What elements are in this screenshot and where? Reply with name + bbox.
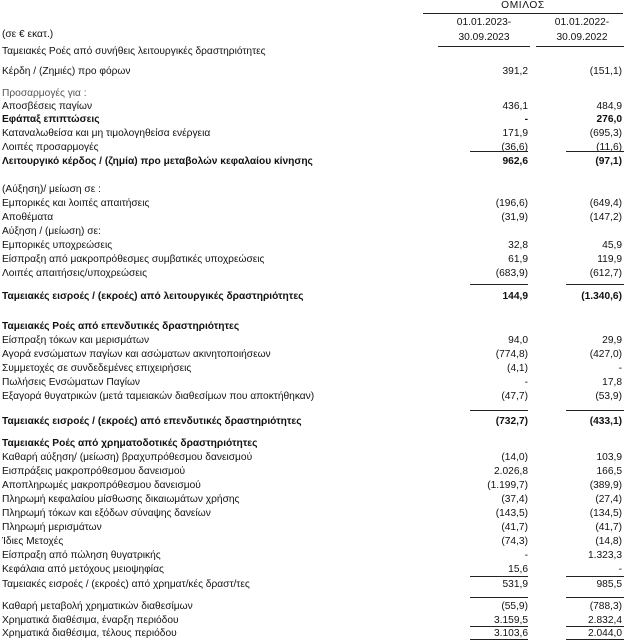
row-label: Αποπληρωμές μακροπρόθεσμου δανεισμού — [2, 480, 201, 491]
table-row — [0, 65, 624, 78]
table-row — [0, 155, 624, 168]
value-2023: - — [524, 114, 528, 125]
table-row — [0, 578, 624, 591]
table-row — [0, 479, 624, 492]
value-2022: (788,3) — [589, 601, 622, 612]
value-2023: (4,1) — [507, 363, 528, 374]
value-2022: 119,9 — [597, 254, 622, 265]
table-row — [0, 521, 624, 534]
table-row — [0, 415, 624, 428]
value-2023: - — [524, 377, 528, 388]
value-2023: 436,1 — [502, 101, 528, 112]
value-2022: (151,1) — [589, 66, 622, 77]
value-2023: - — [524, 550, 528, 561]
row-label: Κέρδη / (Ζημιές) προ φόρων — [2, 66, 131, 77]
rule-investing-total-2 — [566, 410, 624, 411]
rule-operating-total-2 — [566, 284, 624, 285]
row-label: Ταμειακές Ροές από επενδυτικές δραστηριότητες — [2, 321, 240, 332]
value-2022: 276,0 — [596, 114, 622, 125]
value-2023: 3.103,6 — [494, 628, 528, 639]
table-row — [0, 87, 624, 100]
value-2023: 94,0 — [508, 335, 528, 346]
row-label: Χρηματικά διαθέσιμα, έναρξη περιόδου — [2, 615, 179, 626]
table-row — [0, 549, 624, 562]
row-label: Εισπράξεις μακροπρόθεσμου δανεισμού — [2, 466, 186, 477]
row-label: Είσπραξη από μακροπρόθεσμες συμβατικές υποχρεώσεις — [2, 254, 265, 265]
table-row — [0, 507, 624, 520]
value-2023: 15,6 — [508, 564, 528, 575]
row-label: Καταναλωθείσα και μη τιμολογηθείσα ενέργεια — [2, 128, 211, 139]
row-label: Προσαρμογές για : — [2, 88, 87, 99]
value-2023: 531,9 — [502, 579, 528, 590]
table-row — [0, 267, 624, 280]
value-2023: 171,9 — [502, 128, 528, 139]
value-2022: 17,8 — [602, 377, 622, 388]
table-row — [0, 493, 624, 506]
table-row — [0, 183, 624, 196]
value-2023: (1.199,7) — [487, 480, 528, 491]
row-label: Ταμειακές εισροές / (εκροές) από χρηματ/κές δραστ/τες — [2, 579, 250, 590]
table-row — [0, 113, 624, 126]
value-2022: (41,7) — [595, 522, 622, 533]
row-label: Εφάπαξ επιπτώσεις — [2, 114, 100, 125]
value-2022: (427,0) — [589, 349, 622, 360]
column-header-2023-start: 01.01.2023- — [456, 17, 512, 28]
table-row — [0, 334, 624, 347]
value-2022: 2.832,4 — [588, 615, 622, 626]
unit-label: (σε € εκατ.) — [2, 29, 54, 40]
table-row — [0, 239, 624, 252]
rule-net-change-2 — [566, 597, 624, 598]
value-2023: (74,3) — [501, 536, 528, 547]
table-row — [0, 390, 624, 403]
row-label: Ταμειακές εισροές / (εκροές) από επενδυτικές δραστηριότητες — [2, 416, 302, 427]
rule-operating-subtotal-2 — [566, 151, 624, 152]
value-2023: (36,6) — [501, 142, 528, 153]
table-row — [0, 437, 624, 450]
row-label: Συμμετοχές σε συνδεδεμένες επιχειρήσεις — [2, 363, 192, 374]
table-row — [0, 197, 624, 210]
row-label: Πληρωμή μερισμάτων — [2, 522, 102, 533]
column-header-2022-end: 30.09.2022 — [556, 32, 608, 43]
table-row — [0, 627, 624, 640]
value-2023: (196,6) — [495, 198, 528, 209]
value-2023: (732,7) — [495, 416, 528, 427]
value-2023: 61,9 — [508, 254, 528, 265]
value-2022: (97,1) — [595, 156, 622, 167]
value-2022: - — [618, 363, 622, 374]
value-2023: 962,6 — [502, 156, 528, 167]
row-label: Λοιπές απαιτήσεις/υποχρεώσεις — [2, 268, 147, 279]
table-row — [0, 225, 624, 238]
rule-financing-total-1 — [470, 576, 528, 577]
value-2022: 166,5 — [596, 466, 622, 477]
table-row — [0, 320, 624, 333]
table-row — [0, 290, 624, 303]
table-row — [0, 600, 624, 613]
value-2022: (695,3) — [589, 128, 622, 139]
value-2023: (774,8) — [495, 349, 528, 360]
table-row — [0, 614, 624, 627]
table-row — [0, 127, 624, 140]
value-2022: 985,5 — [596, 579, 622, 590]
table-row — [0, 535, 624, 548]
value-2022: 103,9 — [596, 452, 622, 463]
row-label: Αποθέματα — [2, 212, 54, 223]
row-label: Πληρωμή τόκων και εξόδων σύναψης δανείων — [2, 508, 211, 519]
row-label: Εξαγορά θυγατρικών (μετά ταμειακών διαθεσίμων που αποκτήθηκαν) — [2, 391, 315, 402]
table-row — [0, 45, 624, 58]
row-label: (Αύξηση)/ μείωση σε : — [2, 184, 101, 195]
row-label: Εμπορικές και λοιπές απαιτήσεις — [2, 198, 150, 209]
value-2022: (14,8) — [595, 536, 622, 547]
rule-operating-subtotal-1 — [470, 151, 528, 152]
value-2022: 45,9 — [602, 240, 622, 251]
table-row — [0, 362, 624, 375]
row-label: Ίδιες Μετοχές — [2, 536, 64, 547]
row-label: Είσπραξη τόκων και μερισμάτων — [2, 335, 150, 346]
value-2023: (47,7) — [501, 391, 528, 402]
value-2023: 391,2 — [502, 66, 528, 77]
value-2022: (612,7) — [589, 268, 622, 279]
row-label: Εμπορικές υποχρεώσεις — [2, 240, 113, 251]
row-label: Αγορά ενσώματων παγίων και ασώματων ακινητοποιήσεων — [2, 349, 271, 360]
value-2023: 2.026,8 — [494, 466, 528, 477]
value-2023: 3.159,5 — [494, 615, 528, 626]
row-label: Αύξηση / (μείωση) σε: — [2, 226, 101, 237]
value-2023: 144,9 — [502, 291, 528, 302]
value-2023: 32,8 — [508, 240, 528, 251]
row-label: Λειτουργικό κέρδος / (ζημία) προ μεταβολών κεφαλαίου κίνησης — [2, 156, 313, 167]
row-label: Ταμειακές Ροές από συνήθεις λειτουργικές δραστηριότητες — [2, 46, 266, 57]
value-2022: (147,2) — [589, 212, 622, 223]
value-2023: (31,9) — [501, 212, 528, 223]
rule-ending-1 — [470, 626, 528, 627]
value-2022: - — [618, 564, 622, 575]
rule-financing-total-2 — [566, 576, 624, 577]
value-2023: (37,4) — [501, 494, 528, 505]
group-header: ΟΜΙΛΟΣ — [423, 0, 623, 14]
row-label: Ταμειακές εισροές / (εκροές) από λειτουργικές δραστηριότητες — [2, 291, 304, 302]
row-label: Αποσβέσεις παγίων — [2, 101, 93, 112]
row-label: Πωλήσεις Ενσώματων Παγίων — [2, 377, 141, 388]
row-label: Λοιπές προσαρμογές — [2, 142, 99, 153]
table-row — [0, 465, 624, 478]
value-2022: (649,4) — [589, 198, 622, 209]
value-2022: 2.044,0 — [588, 628, 622, 639]
value-2022: (27,4) — [595, 494, 622, 505]
value-2022: (389,9) — [589, 480, 622, 491]
value-2022: 484,9 — [596, 101, 622, 112]
value-2023: (14,0) — [501, 452, 528, 463]
value-2022: (1.340,6) — [581, 291, 622, 302]
value-2022: 1.323,3 — [588, 550, 622, 561]
value-2022: (53,9) — [595, 391, 622, 402]
row-label: Πληρωμή κεφαλαίου μίσθωσης δικαιωμάτων χρήσης — [2, 494, 240, 505]
row-label: Καθαρή αύξηση/ (μείωση) βραχυπρόθεσμου δανεισμού — [2, 452, 253, 463]
row-label: Ταμειακές Ροές από χρηματοδοτικές δραστηριότητες — [2, 438, 258, 449]
rule-investing-total-1 — [470, 410, 528, 411]
value-2023: (55,9) — [501, 601, 528, 612]
table-row — [0, 376, 624, 389]
column-header-2022-start: 01.01.2022- — [554, 17, 610, 28]
table-row — [0, 451, 624, 464]
value-2023: (683,9) — [495, 268, 528, 279]
table-row — [0, 100, 624, 113]
value-2022: (11,6) — [596, 142, 622, 153]
value-2022: 29,9 — [602, 335, 622, 346]
table-row — [0, 141, 624, 154]
table-row — [0, 563, 624, 576]
value-2022: (433,1) — [589, 416, 622, 427]
rule-ending-2 — [566, 626, 624, 627]
value-2022: (134,5) — [589, 508, 622, 519]
column-header-2023-end: 30.09.2023 — [458, 32, 510, 43]
row-label: Κεφάλαια από μετόχους μειοψηφίας — [2, 564, 164, 575]
value-2023: (143,5) — [495, 508, 528, 519]
rule-net-change-1 — [470, 597, 528, 598]
value-2023: (41,7) — [501, 522, 528, 533]
table-row — [0, 211, 624, 224]
row-label: Καθαρή μεταβολή χρηματικών διαθεσίμων — [2, 601, 193, 612]
row-label: Χρηματικά διαθέσιμα, τέλους περιόδου — [2, 628, 177, 639]
rule-operating-total-1 — [470, 284, 528, 285]
table-row — [0, 253, 624, 266]
table-row — [0, 348, 624, 361]
row-label: Είσπραξη από πώληση θυγατρικής — [2, 550, 161, 561]
